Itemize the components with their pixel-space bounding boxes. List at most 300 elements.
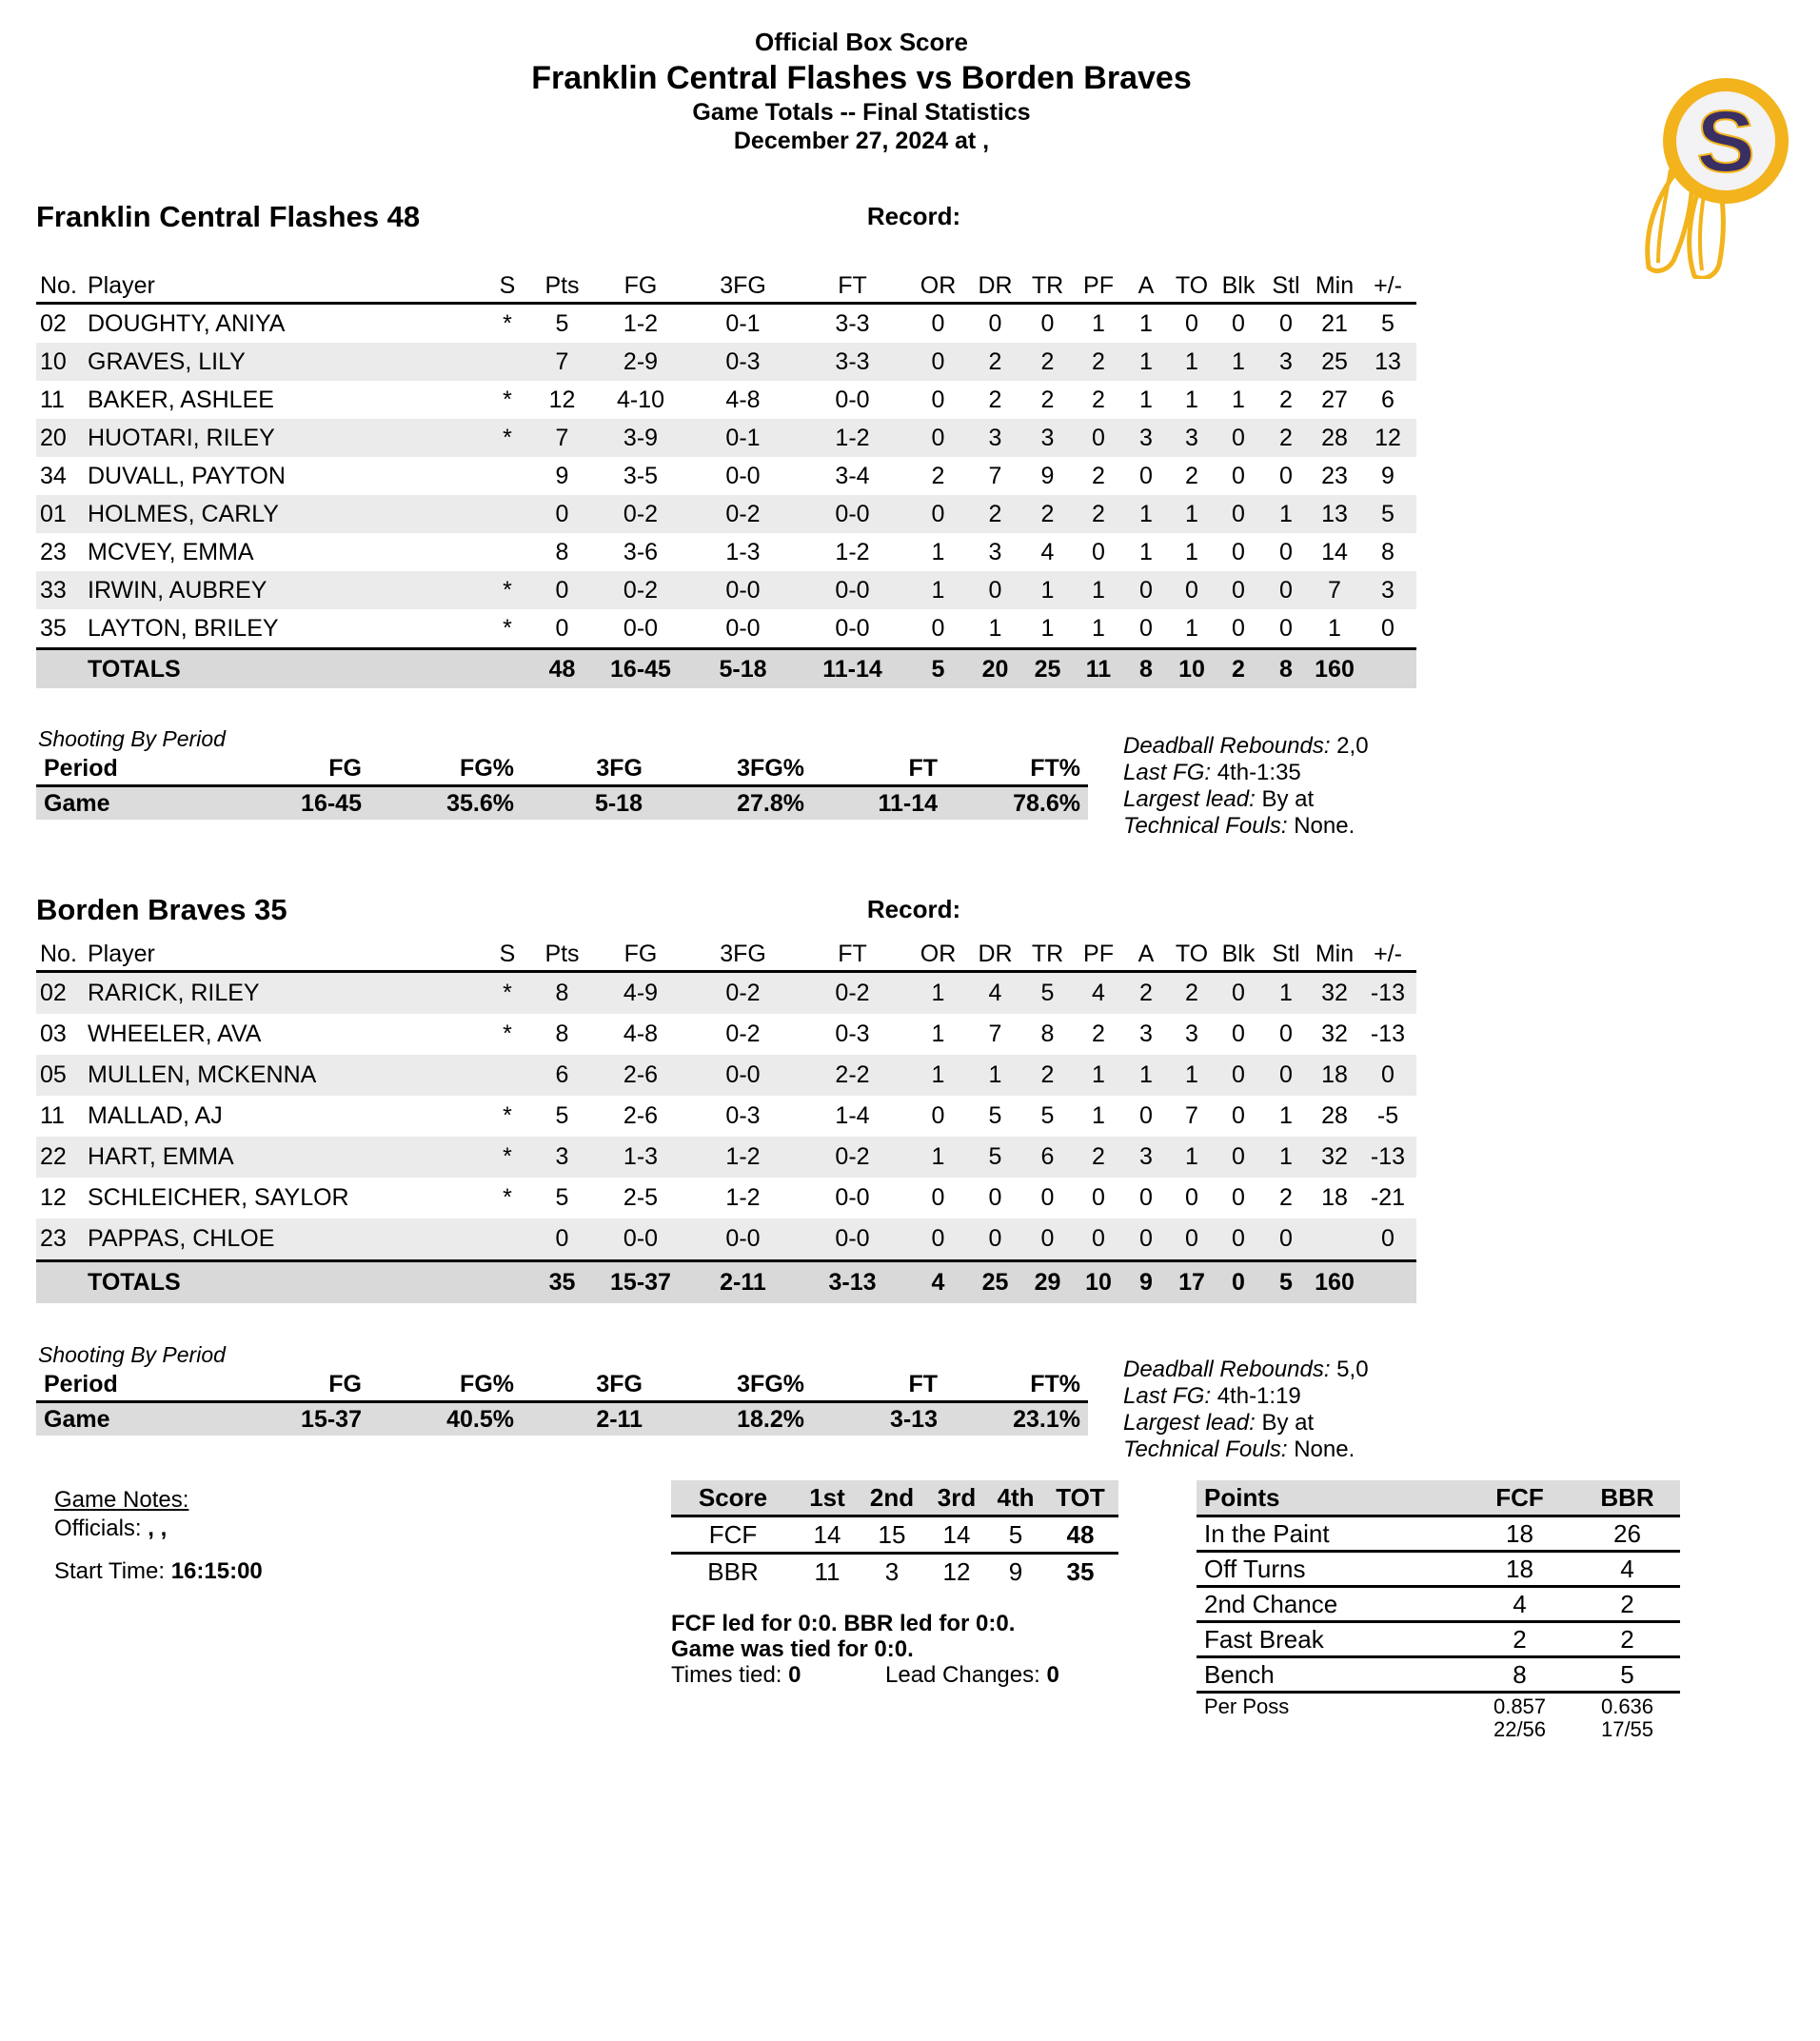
team2-shooting-title: Shooting By Period bbox=[38, 1342, 226, 1367]
team2-player-row-cell: 1-4 bbox=[835, 1102, 870, 1129]
team2-player-row-cell: 4 bbox=[1092, 980, 1105, 1006]
shooting-column-header: 3FG% bbox=[737, 1370, 804, 1397]
team1-totals-row-cell: 25 bbox=[1034, 655, 1061, 683]
technical-fouls-label: Technical Fouls: bbox=[1123, 1437, 1288, 1462]
team1-player-row-cell: 0-0 bbox=[835, 500, 870, 527]
team1-player-row-cell: 0 bbox=[1139, 614, 1153, 642]
team2-player-row-cell: 0-2 bbox=[725, 980, 761, 1006]
team2-player-row-cell: 4-9 bbox=[623, 980, 659, 1006]
points-row-cell: 2 bbox=[1620, 1624, 1634, 1654]
team2-player-row-cell: 1 bbox=[931, 980, 945, 1006]
team1-table-header bbox=[36, 269, 1416, 304]
shooting-column-header: Period bbox=[44, 754, 118, 782]
team1-player-row-cell: 0-0 bbox=[725, 576, 761, 604]
points-row-cell: 4 bbox=[1620, 1554, 1634, 1583]
points-row bbox=[1197, 1587, 1680, 1622]
team1-player-row-cell: 7 bbox=[1328, 576, 1341, 604]
team1-player-row-cell: 5 bbox=[555, 309, 569, 337]
team1-player-row-cell: 10 bbox=[40, 347, 67, 375]
team1-player-row-cell: 0 bbox=[1139, 462, 1153, 489]
team1-totals-row-cell: 16-45 bbox=[610, 655, 671, 683]
team1-player-row-cell: 1 bbox=[988, 614, 1002, 642]
team1-shooting-title: Shooting By Period bbox=[38, 726, 226, 751]
team2-player-row-cell: 0-2 bbox=[835, 1143, 870, 1170]
team2-player-row-cell: 0 bbox=[1279, 1061, 1293, 1088]
team2-player-row-cell: 23 bbox=[40, 1225, 67, 1252]
column-header: Min bbox=[1315, 271, 1355, 299]
team1-player-row-cell: 0 bbox=[1279, 538, 1293, 565]
team1-player-row-cell: 0-2 bbox=[725, 500, 761, 527]
column-header: +/- bbox=[1374, 271, 1402, 299]
team1-player-row-cell: 0 bbox=[1232, 309, 1245, 337]
team2-player-row-cell: -13 bbox=[1370, 980, 1406, 1006]
team2-player-row-cell: 32 bbox=[1321, 1020, 1348, 1047]
report-type: Official Box Score bbox=[755, 28, 968, 56]
team1-player-row-cell: 34 bbox=[40, 462, 67, 489]
team2-player-row-cell: 0-3 bbox=[725, 1102, 761, 1129]
start-time-label: Start Time: bbox=[54, 1558, 166, 1584]
column-header: S bbox=[499, 940, 516, 967]
largest-lead-label: Largest lead: bbox=[1123, 1410, 1256, 1436]
team2-player-row-cell: 2 bbox=[1279, 1184, 1293, 1211]
team1-player-row-cell: 1 bbox=[931, 538, 945, 565]
team2-player-row-cell: 1 bbox=[931, 1143, 945, 1170]
team1-player-row-cell: 02 bbox=[40, 309, 67, 337]
game-date: December 27, 2024 at , bbox=[733, 128, 990, 154]
points-row bbox=[1197, 1622, 1680, 1657]
shooting-column-header: FG% bbox=[460, 1370, 514, 1397]
score-column-header: 2nd bbox=[860, 1480, 924, 1516]
team1-player-row bbox=[36, 533, 1416, 571]
score-column-header: 1st bbox=[795, 1480, 860, 1516]
largest-lead-label: Largest lead: bbox=[1123, 786, 1256, 812]
team2-player-row-cell: 0 bbox=[1232, 1061, 1245, 1088]
team2-player-row-cell: 0 bbox=[1232, 1225, 1245, 1252]
team2-player-row-cell: 32 bbox=[1321, 980, 1348, 1006]
column-header: Min bbox=[1315, 940, 1355, 967]
team1-player-row-cell: 0 bbox=[931, 614, 945, 642]
shooting-column-header: FT bbox=[908, 1370, 938, 1397]
team1-player-row-cell: 1 bbox=[1232, 347, 1245, 375]
team1-player-row-cell: 0 bbox=[931, 386, 945, 413]
team2-player-row-cell: 0 bbox=[1139, 1102, 1153, 1129]
score-column-header: Score bbox=[671, 1480, 795, 1516]
team1-player-row bbox=[36, 609, 1416, 649]
team2-player-row-cell: 2 bbox=[1040, 1061, 1055, 1088]
team2-player-row-cell: 2 bbox=[1092, 1020, 1105, 1047]
report-subtitle: Game Totals -- Final Statistics bbox=[692, 99, 1031, 126]
column-header: FG bbox=[623, 271, 658, 299]
team1-player-row-cell: 1 bbox=[1328, 614, 1341, 642]
officials-line bbox=[54, 1516, 167, 1542]
team2-player-row-cell: -21 bbox=[1370, 1184, 1406, 1211]
team1-player-row-cell: 1-2 bbox=[623, 309, 659, 337]
score-row-cell: 11 bbox=[814, 1556, 841, 1586]
team1-totals-row-cell: 11 bbox=[1085, 655, 1112, 683]
team1-player-row-cell: 1 bbox=[1040, 576, 1055, 604]
team2-player-row-cell: 7 bbox=[988, 1020, 1002, 1047]
team1-player-row-cell: 0-1 bbox=[725, 309, 761, 337]
team1-player-row-cell: 12 bbox=[1375, 424, 1401, 451]
team1-player-row-cell: 1-3 bbox=[725, 538, 761, 565]
team2-player-row-cell: 1 bbox=[1279, 980, 1293, 1006]
column-header: TO bbox=[1175, 940, 1209, 967]
team1-player-row-cell: 3 bbox=[1279, 347, 1293, 375]
team1-shooting-row-cell: 11-14 bbox=[878, 789, 938, 817]
team2-player-row-cell: 0 bbox=[1232, 980, 1245, 1006]
score-column-header: TOT bbox=[1042, 1480, 1118, 1516]
team1-player-row-cell: 1 bbox=[1279, 500, 1293, 527]
lead-summary-line2: Game was tied for 0:0. bbox=[671, 1636, 914, 1662]
team1-player-row-cell: 3-9 bbox=[623, 424, 659, 451]
team1-player-row-cell: * bbox=[503, 424, 512, 451]
team2-player-row-cell: 7 bbox=[1185, 1102, 1198, 1129]
team2-player-row-cell bbox=[1310, 1219, 1359, 1261]
team1-player-row-cell: 4 bbox=[1040, 538, 1055, 565]
technical-fouls-label: Technical Fouls: bbox=[1123, 813, 1288, 839]
shooting-column-header: FT% bbox=[1030, 754, 1080, 782]
team2-player-row-cell: 1 bbox=[1139, 1061, 1153, 1088]
team1-player-row-cell: 0 bbox=[1185, 309, 1198, 337]
team2-totals-row-cell: 0 bbox=[1232, 1269, 1245, 1296]
team2-player-row-cell: 0 bbox=[1279, 1225, 1293, 1252]
points-column-header: FCF bbox=[1465, 1480, 1574, 1516]
shooting-column-header: FG bbox=[328, 1370, 362, 1397]
team2-player-row-cell: 32 bbox=[1321, 1143, 1348, 1170]
shooting-column-header: FT% bbox=[1030, 1370, 1080, 1397]
team1-player-row-cell: 2 bbox=[1040, 386, 1055, 413]
column-header: No. bbox=[40, 940, 77, 967]
team1-player-row-cell: 3 bbox=[1381, 576, 1395, 604]
team1-totals-row-cell bbox=[36, 649, 84, 689]
team2-player-row-cell: 6 bbox=[555, 1061, 569, 1088]
team1-player-row-cell: DUVALL, PAYTON bbox=[88, 462, 286, 489]
team1-player-row-cell: 0-1 bbox=[725, 424, 761, 451]
column-header: No. bbox=[40, 271, 77, 299]
team2-player-row-cell: 0-0 bbox=[623, 1225, 659, 1252]
score-row-cell: BBR bbox=[707, 1556, 759, 1586]
column-header: DR bbox=[978, 271, 1013, 299]
team1-player-row-cell: 0 bbox=[555, 614, 569, 642]
team1-player-row-cell: 1 bbox=[1139, 538, 1153, 565]
team2-player-row bbox=[36, 1137, 1416, 1178]
score-row bbox=[671, 1516, 1118, 1554]
team1-player-row-cell: 0 bbox=[555, 576, 569, 604]
per-poss-bbr-frac: 17/55 bbox=[1600, 1717, 1654, 1741]
per-poss-label: Per Poss bbox=[1204, 1694, 1290, 1718]
points-row bbox=[1197, 1516, 1680, 1552]
team2-player-row-cell: -13 bbox=[1370, 1020, 1406, 1047]
column-header: Pts bbox=[544, 940, 580, 967]
last-fg-value: 4th-1:19 bbox=[1217, 1383, 1301, 1409]
team1-player-row-cell: 2 bbox=[1185, 462, 1198, 489]
team1-player-row-cell: 3 bbox=[988, 424, 1002, 451]
team1-player-row-cell: 1 bbox=[1139, 309, 1153, 337]
team2-player-row-cell: MULLEN, MCKENNA bbox=[88, 1061, 317, 1088]
team2-player-row-cell bbox=[484, 1219, 531, 1261]
team2-player-row-cell: 18 bbox=[1321, 1184, 1348, 1211]
points-row-cell: Bench bbox=[1204, 1659, 1275, 1689]
team2-player-row bbox=[36, 1014, 1416, 1055]
team2-player-row-cell: 18 bbox=[1321, 1061, 1348, 1088]
team1-totals-row-cell bbox=[484, 649, 531, 689]
team1-player-row-cell: 0-3 bbox=[725, 347, 761, 375]
team1-player-row-cell: 21 bbox=[1321, 309, 1348, 337]
shooting-column-header: 3FG% bbox=[737, 754, 804, 782]
team-logo bbox=[1599, 65, 1799, 279]
lead-changes-line bbox=[885, 1662, 1059, 1689]
team1-player-row-cell: 1 bbox=[1185, 386, 1198, 413]
team1-player-row-cell: 27 bbox=[1321, 386, 1348, 413]
team1-player-row-cell: 11 bbox=[40, 386, 65, 413]
team1-player-row-cell: 2-9 bbox=[623, 347, 659, 375]
technical-fouls-value: None. bbox=[1294, 1437, 1355, 1462]
points-row-cell: 4 bbox=[1513, 1589, 1527, 1618]
team1-player-row-cell: 0 bbox=[1040, 309, 1055, 337]
team2-player-row-cell: 0 bbox=[1381, 1225, 1395, 1252]
column-header: Blk bbox=[1221, 271, 1256, 299]
shooting-column-header: FG bbox=[328, 754, 362, 782]
deadball-value: 2,0 bbox=[1336, 733, 1369, 759]
team1-player-row-cell: * bbox=[503, 614, 512, 642]
team1-player-row-cell: 0-2 bbox=[623, 576, 659, 604]
team2-player-row-cell: 2-5 bbox=[623, 1184, 659, 1211]
column-header: S bbox=[499, 271, 516, 299]
team2-shooting-row-cell: 15-37 bbox=[301, 1405, 362, 1433]
shooting-column-header: FG% bbox=[460, 754, 514, 782]
team2-player-row-cell: 0 bbox=[931, 1225, 945, 1252]
team1-totals-row-cell: 8 bbox=[1279, 655, 1293, 683]
team1-player-row-cell: 0 bbox=[1232, 424, 1245, 451]
team1-shooting-row-cell: 27.8% bbox=[737, 789, 804, 817]
column-header: DR bbox=[978, 940, 1013, 967]
team1-player-row-cell: 3-3 bbox=[835, 309, 870, 337]
team1-player-row-cell: 2 bbox=[1092, 386, 1105, 413]
team2-player-row-cell: 5 bbox=[1040, 1102, 1055, 1129]
column-header: Player bbox=[88, 940, 155, 967]
team2-player-row-cell: 0-0 bbox=[725, 1061, 761, 1088]
team1-player-row-cell: GRAVES, LILY bbox=[88, 347, 246, 375]
team1-player-row-cell: 1 bbox=[1185, 500, 1198, 527]
last-fg-value: 4th-1:35 bbox=[1217, 760, 1301, 785]
team2-player-row-cell: 0 bbox=[555, 1225, 569, 1252]
team2-player-row-cell: 3 bbox=[1185, 1020, 1198, 1047]
team1-player-row-cell: 7 bbox=[555, 424, 569, 451]
start-time-line bbox=[54, 1558, 263, 1585]
team1-box-score-table bbox=[36, 269, 1416, 688]
shooting-column-header: 3FG bbox=[596, 1370, 643, 1397]
team1-player-row-cell: 1 bbox=[931, 576, 945, 604]
points-row-cell: Fast Break bbox=[1204, 1624, 1324, 1654]
points-row-cell: 2nd Chance bbox=[1204, 1589, 1338, 1618]
team2-shooting-header bbox=[36, 1368, 1088, 1402]
team1-player-row-cell: 0 bbox=[1139, 576, 1153, 604]
team2-player-row-cell: 0 bbox=[1040, 1184, 1055, 1211]
deadball-line bbox=[1123, 733, 1751, 760]
team1-player-row-cell: 0 bbox=[1279, 614, 1293, 642]
score-column-header: 3rd bbox=[924, 1480, 989, 1516]
team2-player-row-cell: 0 bbox=[1185, 1184, 1198, 1211]
team1-player-row-cell: 0 bbox=[931, 424, 945, 451]
team1-totals-row-cell: 10 bbox=[1178, 655, 1205, 683]
team1-totals-row-cell: 20 bbox=[981, 655, 1009, 683]
points-table-header bbox=[1197, 1480, 1680, 1516]
team1-player-row-cell: 3 bbox=[1139, 424, 1153, 451]
last-fg-label: Last FG: bbox=[1123, 1383, 1212, 1409]
team2-totals-row-cell: 35 bbox=[548, 1269, 576, 1296]
per-poss-fcf-frac: 22/56 bbox=[1493, 1717, 1547, 1741]
team2-totals-row-cell: 15-37 bbox=[610, 1269, 671, 1296]
team1-player-row-cell: 23 bbox=[40, 538, 67, 565]
technical-fouls-line bbox=[1123, 1437, 1751, 1463]
column-header: Stl bbox=[1272, 940, 1300, 967]
team1-player-row-cell: 20 bbox=[40, 424, 67, 451]
team2-player-row-cell: 0 bbox=[931, 1184, 945, 1211]
team2-table-header bbox=[36, 938, 1416, 972]
team2-player-row-cell: 3 bbox=[1139, 1143, 1153, 1170]
team2-player-row-cell: SCHLEICHER, SAYLOR bbox=[88, 1184, 349, 1211]
team1-player-row-cell: 0-0 bbox=[725, 614, 761, 642]
team2-player-row-cell: * bbox=[503, 1184, 512, 1211]
team1-player-row-cell: 0 bbox=[1279, 309, 1293, 337]
team2-player-row-cell: WHEELER, AVA bbox=[88, 1020, 262, 1047]
deadball-value: 5,0 bbox=[1336, 1357, 1369, 1382]
team2-player-row-cell: 5 bbox=[1040, 980, 1055, 1006]
team1-totals-row-cell: 8 bbox=[1139, 655, 1153, 683]
team2-player-row-cell: 0-2 bbox=[835, 980, 870, 1006]
team2-totals-row-cell: 2-11 bbox=[720, 1269, 766, 1296]
column-header: Pts bbox=[544, 271, 580, 299]
lead-summary-line1: FCF led for 0:0. BBR led for 0:0. bbox=[671, 1611, 1016, 1636]
team2-player-row-cell: 12 bbox=[40, 1184, 67, 1211]
last-fg-line bbox=[1123, 1383, 1751, 1410]
team1-player-row-cell: 1-2 bbox=[835, 538, 870, 565]
column-header: Player bbox=[88, 271, 155, 299]
team2-player-row-cell: 0-3 bbox=[835, 1020, 870, 1047]
team2-player-row-cell: 2-2 bbox=[835, 1061, 870, 1088]
column-header: 3FG bbox=[720, 271, 766, 299]
team1-player-row-cell: 13 bbox=[1321, 500, 1348, 527]
points-row-cell: In the Paint bbox=[1204, 1518, 1330, 1548]
team1-player-row-cell: 0 bbox=[1185, 576, 1198, 604]
column-header: FT bbox=[838, 271, 867, 299]
team1-player-row-cell: * bbox=[503, 576, 512, 604]
team1-player-row-cell: 1 bbox=[1139, 386, 1153, 413]
team1-player-row-cell: 0-0 bbox=[835, 386, 870, 413]
shooting-column-header: 3FG bbox=[596, 754, 643, 782]
team1-shooting-header bbox=[36, 752, 1088, 786]
per-poss-fcf bbox=[1465, 1693, 1574, 1752]
column-header: OR bbox=[920, 271, 957, 299]
team1-player-row-cell: 0-0 bbox=[623, 614, 659, 642]
team2-player-row-cell: 22 bbox=[40, 1143, 67, 1170]
team2-totals-row-cell: 29 bbox=[1034, 1269, 1061, 1296]
team1-player-row-cell: 0-0 bbox=[835, 576, 870, 604]
team2-player-row-cell: 8 bbox=[555, 980, 569, 1006]
team2-player-row-cell: * bbox=[503, 1143, 512, 1170]
team2-shooting-row-cell: 3-13 bbox=[889, 1405, 938, 1433]
team2-player-row bbox=[36, 972, 1416, 1015]
team1-player-row-cell: 12 bbox=[548, 386, 576, 413]
column-header: PF bbox=[1083, 940, 1114, 967]
last-fg-line bbox=[1123, 760, 1751, 786]
column-header: OR bbox=[920, 940, 957, 967]
team1-player-row-cell: 2 bbox=[988, 386, 1002, 413]
team2-player-row-cell: 0 bbox=[1139, 1225, 1153, 1252]
deadball-label: Deadball Rebounds: bbox=[1123, 733, 1331, 759]
logo-graphic bbox=[1599, 65, 1799, 279]
team1-shooting-row bbox=[36, 786, 1088, 821]
team2-player-row-cell: 0-2 bbox=[725, 1020, 761, 1047]
team1-player-row-cell bbox=[484, 533, 531, 571]
team2-player-row-cell: 1 bbox=[931, 1061, 945, 1088]
team1-player-row-cell: DOUGHTY, ANIYA bbox=[88, 309, 286, 337]
team2-player-row-cell: 1 bbox=[1279, 1102, 1293, 1129]
team1-totals-row bbox=[36, 649, 1416, 689]
team1-player-row-cell: 5 bbox=[1381, 500, 1395, 527]
team1-player-row-cell: 3 bbox=[1185, 424, 1198, 451]
team2-player-row-cell: 1 bbox=[931, 1020, 945, 1047]
team2-totals-row-cell bbox=[484, 1261, 531, 1304]
team1-player-row-cell bbox=[484, 343, 531, 381]
team1-player-row-cell: 0 bbox=[1279, 462, 1293, 489]
points-column-header: Points bbox=[1197, 1480, 1465, 1516]
team2-player-row-cell: 1 bbox=[1092, 1061, 1105, 1088]
team1-totals-row-cell: 48 bbox=[548, 655, 576, 683]
column-header: PF bbox=[1083, 271, 1114, 299]
team2-player-row bbox=[36, 1055, 1416, 1096]
column-header: +/- bbox=[1374, 940, 1402, 967]
team2-player-row-cell: 2 bbox=[1092, 1143, 1105, 1170]
team2-player-row-cell: 0 bbox=[988, 1184, 1002, 1211]
team2-player-row-cell: 0 bbox=[1232, 1102, 1245, 1129]
technical-fouls-line bbox=[1123, 813, 1751, 840]
team2-player-row-cell: 0 bbox=[1092, 1225, 1105, 1252]
team1-deadball-block bbox=[1123, 733, 1751, 840]
deadball-line bbox=[1123, 1357, 1751, 1383]
team2-player-row-cell: 0 bbox=[1232, 1143, 1245, 1170]
team1-player-row-cell: 6 bbox=[1381, 386, 1395, 413]
team1-player-row-cell: 1 bbox=[1185, 347, 1198, 375]
team1-player-row-cell: 1 bbox=[1232, 386, 1245, 413]
team2-player-row-cell: 3 bbox=[1139, 1020, 1153, 1047]
team2-player-row bbox=[36, 1219, 1416, 1261]
team1-player-row-cell: 1 bbox=[1185, 538, 1198, 565]
team1-player-row-cell: 28 bbox=[1321, 424, 1348, 451]
team2-player-row-cell: -13 bbox=[1370, 1143, 1406, 1170]
team1-totals-row-cell: 160 bbox=[1315, 655, 1355, 683]
score-row-cell: 48 bbox=[1066, 1519, 1095, 1549]
team2-player-row-cell: 1-2 bbox=[725, 1184, 761, 1211]
team2-player-row-cell: HART, EMMA bbox=[88, 1143, 234, 1170]
team2-player-row-cell: 1 bbox=[1185, 1143, 1198, 1170]
team1-shooting-row-cell: 16-45 bbox=[301, 789, 362, 817]
team2-player-row-cell: RARICK, RILEY bbox=[88, 980, 260, 1006]
team2-player-row-cell: 3 bbox=[555, 1143, 569, 1170]
column-header: FG bbox=[623, 940, 658, 967]
team2-player-row-cell: MALLAD, AJ bbox=[88, 1102, 223, 1129]
team1-player-row-cell: 3-3 bbox=[835, 347, 870, 375]
largest-lead-line bbox=[1123, 786, 1751, 813]
score-row-cell: 9 bbox=[1008, 1556, 1023, 1586]
team2-totals-row bbox=[36, 1261, 1416, 1304]
team1-player-row bbox=[36, 343, 1416, 381]
team1-player-row-cell: 0 bbox=[931, 347, 945, 375]
team1-player-row-cell: 0 bbox=[1232, 576, 1245, 604]
score-row-cell: 3 bbox=[884, 1556, 900, 1586]
team1-player-row-cell: 1 bbox=[1092, 614, 1105, 642]
team2-player-row-cell: 0-0 bbox=[835, 1225, 870, 1252]
